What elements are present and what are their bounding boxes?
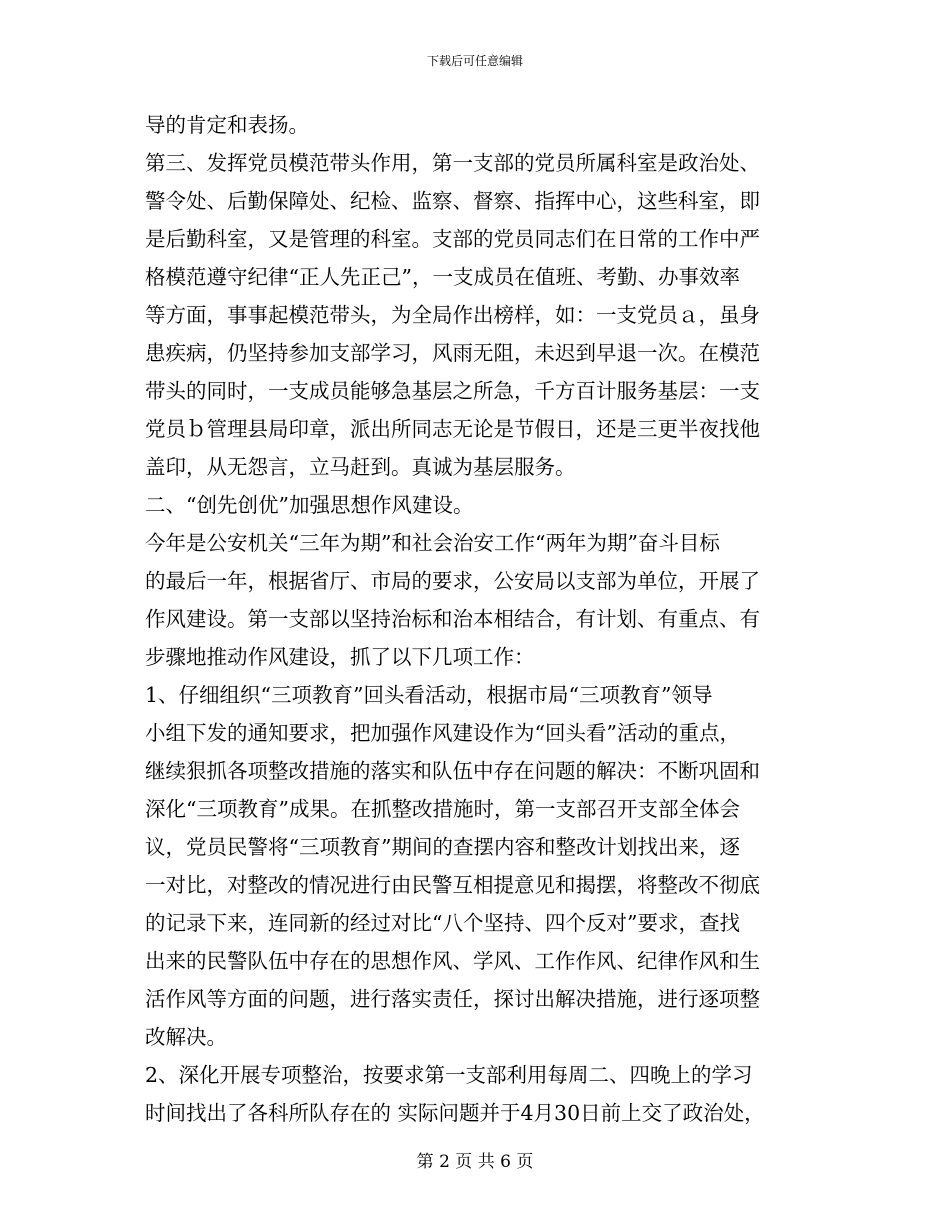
text-line: 警令处、后勤保障处、纪检、监察、督察、指挥中心，这些科室，即 xyxy=(145,189,760,213)
text-line: 党员ｂ管理县局印章，派出所同志无论是节假日，还是三更半夜找他 xyxy=(145,417,760,441)
text-line: 步骤地推动作风建设，抓了以下几项工作： xyxy=(145,645,535,669)
text-line: 等方面，事事起模范带头，为全局作出榜样，如：一支党员ａ，虽身 xyxy=(145,303,760,327)
text-line: 议，党员民警将“三项教育”期间的查摆内容和整改计划找出来，逐 xyxy=(145,835,740,859)
text-line: 第三、发挥党员模范带头作用，第一支部的党员所属科室是政治处、 xyxy=(145,151,760,175)
text-line: 盖印，从无怨言，立马赶到。真诚为基层服务。 xyxy=(145,455,576,479)
text-line: 时间找出了各科所队存在的 实际问题并于4月30日前上交了政治处， xyxy=(145,1101,765,1125)
document-body xyxy=(145,106,810,1132)
text-line: 一对比，对整改的情况进行由民警互相提意见和揭摆，将整改不彻底 xyxy=(145,873,760,897)
page-footer: 第 2 页 共 6 页 xyxy=(416,1152,534,1172)
text-line: 是后勤科室，又是管理的科室。支部的党员同志们在日常的工作中严 xyxy=(145,227,760,251)
text-line: 继续狠抓各项整改措施的落实和队伍中存在问题的解决：不断巩固和 xyxy=(145,759,760,783)
text-line: 格模范遵守纪律“正人先正己”，一支成员在值班、考勤、办事效率 xyxy=(145,265,740,289)
text-line: 小组下发的通知要求，把加强作风建设作为“回头看”活动的重点， xyxy=(145,721,740,745)
text-line: 1、仔细组织“三项教育”回头看活动，根据市局“三项教育”领导 xyxy=(145,683,713,707)
text-line: 深化“三项教育”成果。在抓整改措施时，第一支部召开支部全体会 xyxy=(145,797,740,821)
text-line: 出来的民警队伍中存在的思想作风、学风、工作作风、纪律作风和生 xyxy=(145,949,760,973)
text-line: 的记录下来，连同新的经过对比“八个坚持、四个反对”要求，查找 xyxy=(145,911,740,935)
text-line: 2、深化开展专项整治，按要求第一支部利用每周二、四晚上的学习 xyxy=(145,1063,753,1087)
text-line: 导的肯定和表扬。 xyxy=(145,113,309,137)
section-heading: 二、“创先创优”加强思想作风建设。 xyxy=(145,493,474,517)
text-line: 患疾病，仍坚持参加支部学习，风雨无阻，未迟到早退一次。在模范 xyxy=(145,341,760,365)
text-line: 活作风等方面的问题，进行落实责任，探讨出解决措施，进行逐项整 xyxy=(145,987,760,1011)
text-line: 改解决。 xyxy=(145,1025,227,1049)
text-line: 带头的同时，一支成员能够急基层之所急，千方百计服务基层：一支 xyxy=(145,379,760,403)
page-header: 下载后可任意编辑 xyxy=(426,54,523,68)
text-line: 的最后一年，根据省厅、市局的要求，公安局以支部为单位，开展了 xyxy=(145,569,760,593)
text-line: 作风建设。第一支部以坚持治标和治本相结合，有计划、有重点、有 xyxy=(145,607,760,631)
text-line: 今年是公安机关“三年为期”和社会治安工作“两年为期”奋斗目标 xyxy=(145,531,720,555)
